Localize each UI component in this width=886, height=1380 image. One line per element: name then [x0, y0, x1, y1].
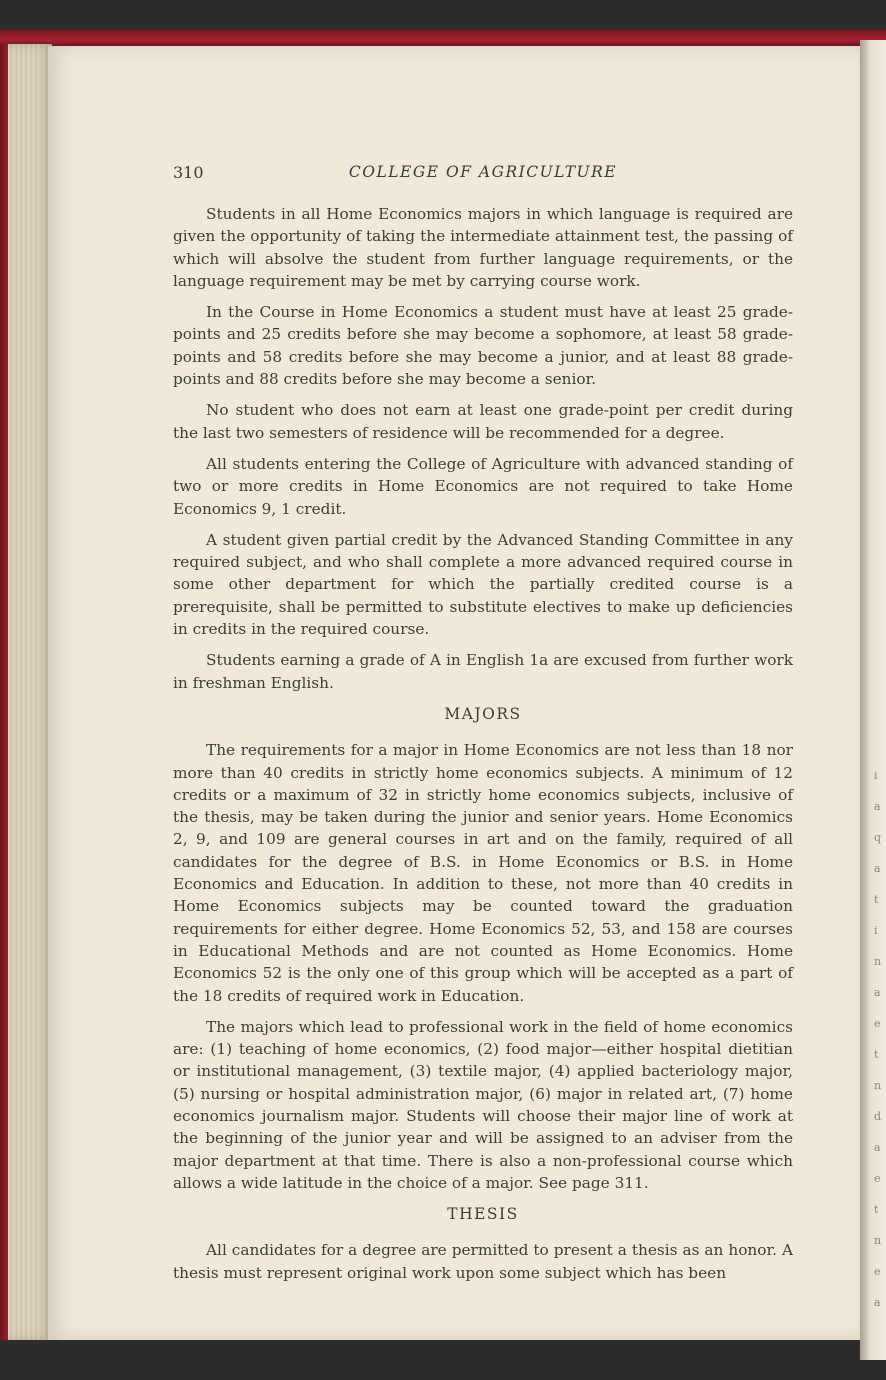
edge-letter: n: [874, 955, 882, 968]
paragraph: The majors which lead to professional work in the field of home economics are: (1) teaching of home economics, (2) food major—either hospital dietitian or institutional management, (3) textile major, (4) applied bacteriology major, (5) nursing or hospital administration major, (6) major in related art, (7) home economics journalism major. Students will choose their major line of work at the beginning of the junior year and will be assigned to an adviser from the major department at that time. There is also a non-professional course which allows a wide latitude in the choice of a major. See page 311.: [173, 1017, 793, 1192]
running-head: COLLEGE OF AGRICULTURE: [348, 163, 618, 181]
page-number: 310: [173, 163, 204, 182]
next-page-edge-letters: [874, 760, 886, 1318]
paragraph: The requirements for a major in Home Economics are not less than 18 nor more than 40 credits in strictly home economics subjects. A minimum of 12 credits or a maximum of 32 in strictly home economics subjects, inclusive of the thesis, may be taken during the junior and senior years. Home Economics 2, 9, and 109 are general courses in art and on the family, required of all candidates for the degree of B.S. in Home Economics or B.S. in Home Economics and Education. In addition to these, not more than 40 credits in Home Economics subjects may be counted toward the graduation requirements for either degree. Home Economics 52, 53, and 158 are courses in Educational Methods and are not counted as Home Economics. Home Economics 52 is the only one of this group which will be accepted as a part of the 18 credits of required work in Education.: [173, 741, 793, 1005]
paragraph: All students entering the College of Agriculture with advanced standing of two or more credits in Home Economics are not required to take Home Economics 9, 1 credit.: [173, 454, 793, 518]
edge-letter: i: [874, 769, 878, 782]
edge-letter: e: [874, 1017, 881, 1030]
edge-letter: a: [874, 986, 881, 999]
page-header: [173, 163, 793, 185]
edge-letter: t: [874, 1203, 879, 1216]
paragraph: A student given partial credit by the Advanced Standing Committee in any required subject, and who shall complete a more advanced required course in some other department for which the partially credited course is a prerequisite, shall be permitted to substitute electives to make up deficiencies in credits in the required course.: [173, 530, 793, 639]
edge-letter: q: [874, 831, 882, 844]
paragraph: No student who does not earn at least one grade-point per credit during the last two semesters of residence will be recommended for a degree.: [173, 401, 793, 442]
paragraph: Students earning a grade of A in English 1a are excused from further work in freshman English.: [173, 651, 793, 692]
paragraph: All candidates for a degree are permitted to present a thesis as an honor. A thesis must represent original work upon some subject which has been: [173, 1241, 793, 1282]
edge-letter: e: [874, 1265, 881, 1278]
edge-letter: i: [874, 924, 878, 937]
edge-letter: e: [874, 1172, 881, 1185]
paragraph: In the Course in Home Economics a student must have at least 25 grade-points and 25 credits before she may become a sophomore, at least 58 grade-points and 58 credits before she may become a junior, and at least 88 grade-points and 88 credits before she may become a senior.: [173, 303, 793, 389]
edge-letter: d: [874, 1110, 882, 1123]
paragraph: Students in all Home Economics majors in which language is required are given the opportunity of taking the intermediate attainment test, the passing of which will absolve the student from further language requirements, or the language requirement may be met by carrying course work.: [173, 205, 793, 290]
section-heading-thesis: THESIS: [447, 1205, 519, 1224]
edge-letter: n: [874, 1079, 882, 1092]
edge-letter: a: [874, 1141, 881, 1154]
section-heading-majors: MAJORS: [444, 704, 522, 723]
page-body: [173, 203, 793, 1293]
edge-letter: a: [874, 800, 881, 813]
edge-letter: t: [874, 893, 879, 906]
edge-letter: t: [874, 1048, 879, 1061]
edge-letter: a: [874, 862, 881, 875]
edge-letter: a: [874, 1296, 881, 1309]
book-binding-left: [0, 44, 8, 1340]
edge-letter: n: [874, 1234, 882, 1247]
